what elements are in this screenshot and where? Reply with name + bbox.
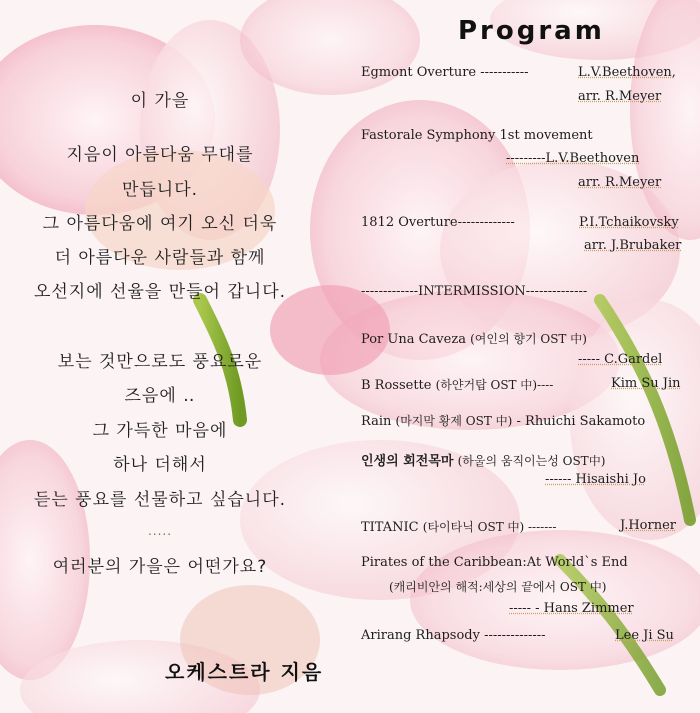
poem-line: 지음이 아름다움 무대를 [66,145,254,165]
program-item-title [361,412,645,429]
poem-line: 이 가을 [130,91,190,111]
program-item-title: Arirang Rhapsody -------------- [361,628,546,643]
program-item-name: Rain [361,414,392,429]
program-item-title: Fastorale Symphony 1st movement [361,128,593,143]
program-item-title: Egmont Overture ----------- [361,65,529,80]
program-item-composer: ----- - Hans Zimmer [509,601,634,616]
program-item-subtitle: (여인의 향기 OST 中) [470,332,587,346]
program-item-subtitle: (하얀거탑 OST 中)---- [435,378,554,392]
program-item-subtitle: (마지막 황제 OST 中) [395,414,513,428]
program-item-title: 1812 Overture------------- [361,215,515,230]
program-item-subtitle: (캐리비안의 해적:세상의 끝에서 OST 中) [389,580,607,594]
program-item-name: Por Una Caveza [361,332,466,347]
poem-line: 그 가득한 마음에 [92,421,228,441]
poem-line: 듣는 풍요를 선물하고 싶습니다. [33,490,287,510]
poem-line: 즈음에 ‥ [124,386,196,406]
program-item-arranger: arr. J.Brubaker [584,238,682,253]
program-item-name: B Rossette [361,378,432,393]
program-item-title [361,376,553,393]
program-item-arranger: arr. R.Meyer [578,89,662,104]
poem-line: 하나 더해서 [113,455,207,475]
poem-line: 오선지에 선율을 만들어 갑니다. [33,282,287,302]
poem-ellipsis: ..... [147,524,173,538]
program-item-title: Pirates of the Caribbean:At World`s End [361,555,628,570]
program-item-name: TITANIC [361,520,419,535]
program-item-arranger: arr. R.Meyer [578,175,662,190]
program-item-composer: ----- C.Gardel [578,352,663,367]
program-item-composer: P.I.Tchaikovsky [579,215,679,230]
program-item-composer: ------ Hisaishi Jo [545,472,646,487]
poem-line: 더 아름다운 사람들과 함께 [54,248,266,268]
program-title: Program [458,16,605,46]
program-item-title [361,330,587,347]
intermission-divider: -------------INTERMISSION-------------- [361,284,588,299]
program-item-composer: ---------L.V.Beethoven [506,151,640,166]
program-item-composer: Kim Su Jin [611,376,681,391]
program-item-name: 인생의 회전목마 [361,454,454,469]
poem-line: 여러분의 가을은 어떤가요? [52,557,268,577]
program-item-composer: L.V.Beethoven, [578,65,676,80]
program-item-subtitle: (타이타닉 OST 中) ------- [422,520,557,534]
poem-line: 그 아름다움에 여기 오신 더욱 [42,214,278,234]
program-item-subtitle: (하울의 움직이는성 OST中) [457,454,606,468]
program-item-composer: J.Horner [620,518,676,533]
program-item-composer: Lee Ji Su [615,628,674,643]
poem-line: 만듭니다. [121,180,199,200]
program-item-composer: - Rhuichi Sakamoto [516,414,646,429]
poem-line: 보는 것만으로도 풍요로운 [57,352,263,372]
program-item-title [361,450,605,469]
program-item-title [361,518,556,535]
orchestra-signature: 오케스트라 지음 [165,660,324,684]
